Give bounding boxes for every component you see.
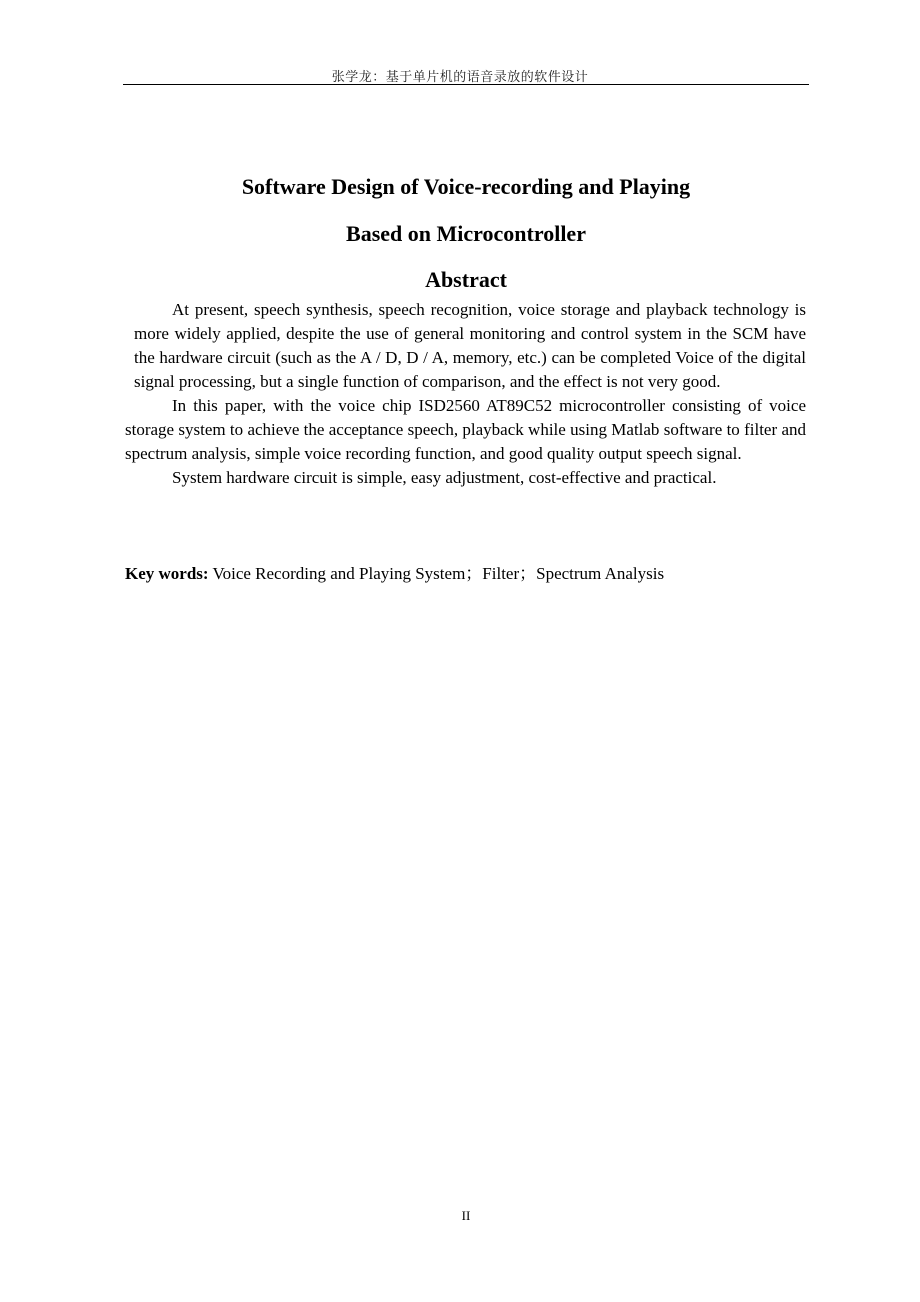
- running-header: 张学龙：基于单片机的语音录放的软件设计: [331, 70, 589, 85]
- keywords-line: [125, 562, 815, 586]
- paper-title-line-1: Software Design of Voice-recording and Playing: [241, 174, 691, 199]
- abstract-paragraph-1: At present, speech synthesis, speech recognition, voice storage and playback technology is more widely applied, despite the use of general monitoring and control system in the SCM have the hardware circuit (such as the A / D, D / A, memory, etc.) can be completed Voice of the digital signal processing, but a single function of comparison, and the effect is not very good.: [134, 300, 806, 391]
- abstract-body: [125, 298, 806, 490]
- keywords-label: Key words:: [125, 564, 209, 583]
- paper-title-line-2: Based on Microcontroller: [346, 221, 586, 246]
- abstract-paragraph-3: System hardware circuit is simple, easy adjustment, cost-effective and practical.: [172, 468, 717, 487]
- abstract-heading: Abstract: [425, 267, 507, 292]
- header-divider: [123, 84, 809, 85]
- keywords-text: Voice Recording and Playing System；Filter；Spectrum Analysis: [208, 564, 665, 583]
- page-number: II: [461, 1208, 471, 1223]
- abstract-paragraph-2: In this paper, with the voice chip ISD2560 AT89C52 microcontroller consisting of voice storage system to achieve the acceptance speech, playback while using Matlab software to filter and spectrum analysis, simple voice recording function, and good quality output speech signal.: [125, 396, 806, 463]
